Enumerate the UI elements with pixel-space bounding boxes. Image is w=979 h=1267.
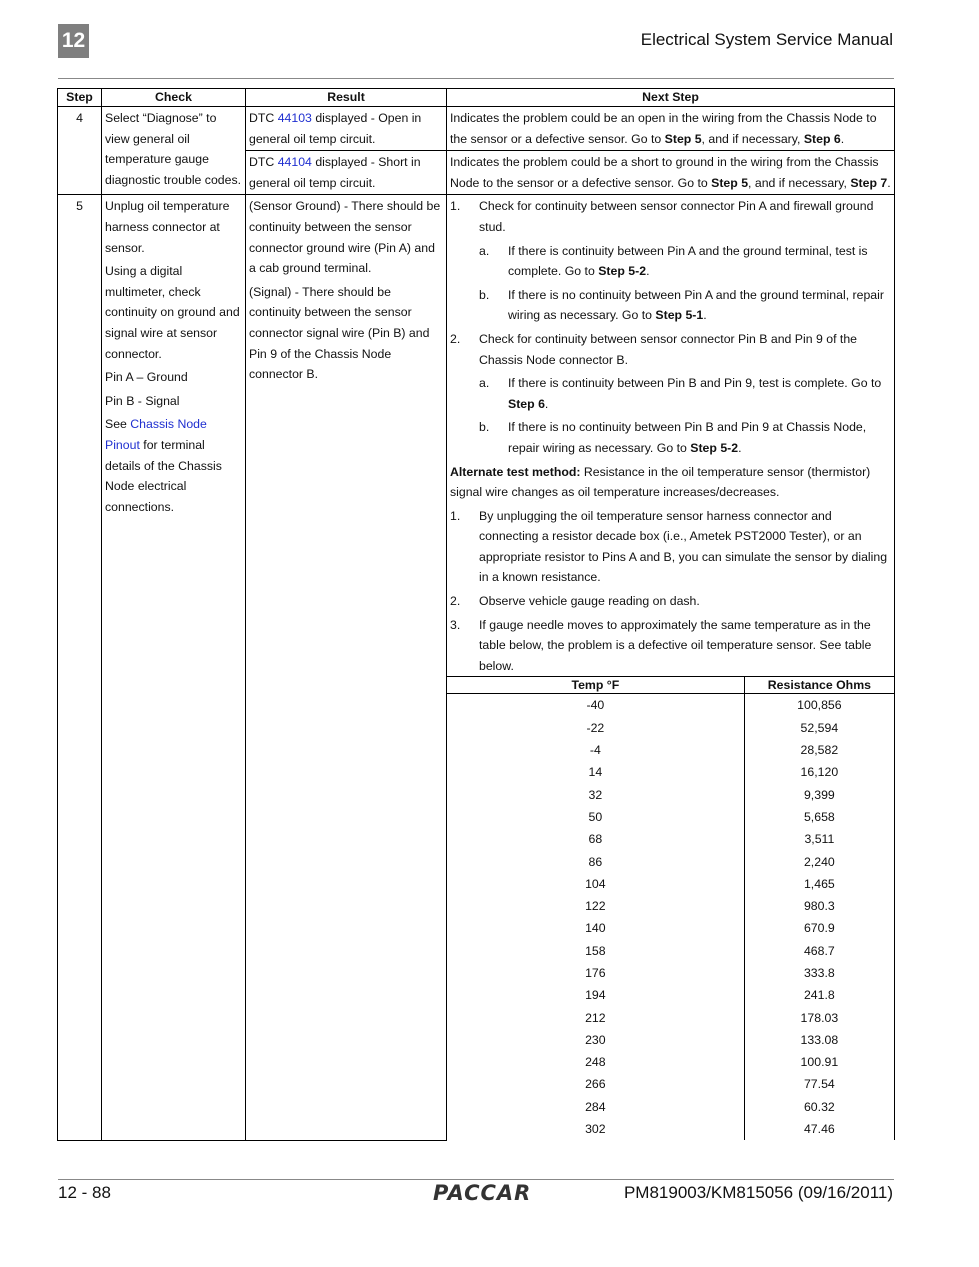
list-item bbox=[450, 329, 891, 370]
temp-cell: 158 bbox=[447, 940, 744, 962]
next-step-cell bbox=[447, 107, 895, 151]
temperature-table-cell bbox=[447, 677, 895, 1140]
temp-cell: 212 bbox=[447, 1007, 744, 1029]
temperature-resistance-table bbox=[447, 677, 894, 1140]
alternate-text: Resistance in the oil temperature sensor (thermistor) signal wire changes as oil temperature increases/decreases. bbox=[450, 464, 871, 500]
table-header-row bbox=[58, 89, 895, 107]
header-temp: Temp °F bbox=[447, 677, 744, 694]
table-row bbox=[447, 940, 894, 962]
check-text: Using a digital multimeter, check continuity on ground and signal wire at sensor connector. bbox=[105, 264, 240, 361]
resistance-cell: 3,511 bbox=[804, 832, 835, 847]
step-number: 5 bbox=[58, 195, 102, 1141]
check-text: Unplug oil temperature harness connector at sensor. bbox=[105, 199, 230, 255]
list-text: If gauge needle moves to approximately the same temperature as in the table below, the problem is a defective oil temperature sensor. See table below. bbox=[479, 617, 872, 673]
table-row bbox=[447, 761, 894, 783]
table-row bbox=[447, 784, 894, 806]
step-ref: Step 7 bbox=[850, 175, 888, 190]
resistance-cell: 60.32 bbox=[803, 1099, 835, 1114]
temp-cell: 266 bbox=[447, 1073, 744, 1095]
temp-cell: 86 bbox=[447, 851, 744, 873]
table-row bbox=[447, 1029, 894, 1051]
footer-rule bbox=[58, 1179, 894, 1180]
next-text: Indicates the problem could be an open in the wiring from the Chassis Node to the sensor or a defective sensor. Go to bbox=[450, 111, 877, 146]
resistance-cell: 47.46 bbox=[803, 1122, 835, 1137]
next-step-cell bbox=[447, 151, 895, 195]
check-cell: Select “Diagnose” to view general oil temperature gauge diagnostic trouble codes. bbox=[102, 107, 246, 195]
temp-cell: 284 bbox=[447, 1096, 744, 1118]
resistance-cell: 670.9 bbox=[803, 921, 835, 936]
temp-cell: 302 bbox=[447, 1118, 744, 1140]
dtc-link[interactable]: 44103 bbox=[277, 111, 312, 125]
table-row bbox=[58, 107, 895, 151]
table-row bbox=[447, 984, 894, 1006]
chassis-node-pinout-link[interactable]: Chassis Node Pinout bbox=[105, 417, 207, 452]
temp-cell: 122 bbox=[447, 895, 744, 917]
table-row bbox=[447, 851, 894, 873]
resistance-cell: 5,658 bbox=[803, 809, 835, 824]
list-item bbox=[479, 241, 891, 282]
list-text: If there is continuity between Pin A and the ground terminal, test is complete. Go to bbox=[508, 243, 868, 279]
list-text: If there is continuity between Pin B and Pin 9, test is complete. Go to bbox=[508, 376, 882, 391]
check-text: for terminal details of the Chassis Node electrical connections. bbox=[105, 437, 222, 514]
table-row bbox=[447, 694, 894, 717]
temp-cell: 50 bbox=[447, 806, 744, 828]
table-row bbox=[447, 962, 894, 984]
step-ref: Step 5-2 bbox=[598, 264, 647, 279]
list-number: 1. bbox=[450, 199, 461, 214]
temp-cell: 68 bbox=[447, 828, 744, 850]
list-item bbox=[450, 615, 891, 677]
header-next-step: Next Step bbox=[447, 89, 895, 107]
alternate-method bbox=[450, 462, 891, 503]
temp-cell: -4 bbox=[447, 739, 744, 761]
table-row bbox=[447, 895, 894, 917]
table-row bbox=[447, 1007, 894, 1029]
temp-cell: 140 bbox=[447, 917, 744, 939]
temp-cell: 230 bbox=[447, 1029, 744, 1051]
list-number: a. bbox=[479, 243, 490, 258]
resistance-cell: 9,399 bbox=[803, 787, 835, 802]
next-text: . bbox=[887, 175, 891, 190]
list-text: Observe vehicle gauge reading on dash. bbox=[479, 594, 700, 609]
step-ref: Step 6 bbox=[803, 131, 841, 146]
step-ref: Step 5-2 bbox=[690, 440, 739, 455]
header-resistance: Resistance Ohms bbox=[744, 677, 894, 694]
paccar-logo: PACCAR bbox=[433, 1181, 532, 1205]
table-row bbox=[447, 806, 894, 828]
table-row bbox=[447, 717, 894, 739]
table-row bbox=[447, 917, 894, 939]
list-text: . bbox=[738, 440, 742, 455]
list-item bbox=[479, 285, 891, 326]
resistance-cell: 468.7 bbox=[803, 943, 835, 958]
list-item bbox=[479, 373, 891, 414]
temp-cell: 14 bbox=[447, 761, 744, 783]
next-text: Indicates the problem could be a short to ground in the wiring from the Chassis Node to the sensor or a defective sensor. Go to bbox=[450, 155, 879, 190]
result-text: displayed - Short in general oil temp circuit. bbox=[249, 155, 421, 190]
header-rule bbox=[58, 78, 894, 79]
result-cell bbox=[246, 151, 447, 195]
step-ref: Step 5 bbox=[711, 175, 749, 190]
temp-cell: 176 bbox=[447, 962, 744, 984]
temp-cell: -22 bbox=[447, 717, 744, 739]
list-text: . bbox=[703, 308, 707, 323]
step-ref: Step 5-1 bbox=[655, 308, 704, 323]
list-text: . bbox=[544, 396, 549, 411]
page-title: Electrical System Service Manual bbox=[640, 30, 893, 49]
header-result: Result bbox=[246, 89, 447, 107]
resistance-cell: 77.54 bbox=[803, 1077, 835, 1092]
result-cell bbox=[246, 195, 447, 1141]
check-cell bbox=[102, 195, 246, 1141]
temp-cell: 32 bbox=[447, 784, 744, 806]
list-item bbox=[479, 417, 891, 458]
resistance-cell: 52,594 bbox=[800, 720, 839, 735]
table-row bbox=[447, 739, 894, 761]
header-step: Step bbox=[58, 89, 102, 107]
result-text: (Sensor Ground) - There should be continuity between the sensor connector ground wire (Pin A) and a cab ground terminal. bbox=[249, 199, 441, 276]
resistance-cell: 1,465 bbox=[803, 876, 835, 891]
resistance-cell: 178.03 bbox=[800, 1010, 839, 1025]
page-number: 12 - 88 bbox=[58, 1183, 111, 1202]
result-cell bbox=[246, 107, 447, 151]
step-number: 4 bbox=[58, 107, 102, 195]
next-text: , and if necessary, bbox=[701, 131, 804, 146]
temps-header-row bbox=[447, 677, 894, 694]
result-text: DTC bbox=[249, 155, 278, 170]
alternate-label: Alternate test method: bbox=[450, 464, 581, 479]
list-item bbox=[450, 196, 891, 237]
check-text: Pin A – Ground bbox=[105, 370, 188, 385]
table-row bbox=[447, 873, 894, 895]
resistance-cell: 28,582 bbox=[800, 743, 839, 758]
list-number: 3. bbox=[450, 617, 461, 632]
resistance-cell: 100.91 bbox=[800, 1055, 839, 1070]
list-text: Check for continuity between sensor connector Pin A and firewall ground stud. bbox=[479, 199, 874, 234]
list-number: 2. bbox=[450, 331, 461, 346]
table-row bbox=[58, 195, 895, 677]
resistance-cell: 16,120 bbox=[800, 765, 839, 780]
result-text: DTC bbox=[249, 111, 278, 125]
resistance-cell: 2,240 bbox=[803, 854, 835, 869]
resistance-cell: 133.08 bbox=[800, 1032, 839, 1047]
result-text: displayed - Open in general oil temp circuit. bbox=[249, 111, 422, 146]
resistance-cell: 241.8 bbox=[803, 988, 835, 1003]
document-number: PM819003/KM815056 (09/16/2011) bbox=[623, 1183, 893, 1202]
list-item bbox=[450, 506, 891, 588]
temp-cell: 104 bbox=[447, 873, 744, 895]
list-number: a. bbox=[479, 376, 490, 391]
list-text: By unplugging the oil temperature sensor harness connector and connecting a resistor decade box (i.e., Ametek PST2000 Tester), or an appropriate resistor to Pins A and B, you can simulate the sensor by dialing in a known resistance. bbox=[479, 508, 888, 585]
step-ref: Step 6 bbox=[508, 396, 545, 411]
table-row bbox=[447, 1118, 894, 1140]
list-number: 1. bbox=[450, 508, 461, 523]
chapter-badge: 12 bbox=[58, 24, 89, 58]
table-row bbox=[447, 1096, 894, 1118]
list-item bbox=[450, 591, 891, 612]
list-text: If there is no continuity between Pin A and the ground terminal, repair wiring as necessary. Go to bbox=[508, 287, 884, 323]
resistance-cell: 980.3 bbox=[803, 899, 835, 914]
temp-cell: -40 bbox=[447, 694, 744, 717]
list-text: Check for continuity between sensor connector Pin B and Pin 9 of the Chassis Node connector B. bbox=[479, 331, 858, 367]
check-text: See bbox=[105, 417, 131, 432]
diagnostic-table bbox=[57, 88, 895, 1141]
table-row bbox=[447, 828, 894, 850]
step-ref: Step 5 bbox=[664, 131, 702, 146]
next-text: , and if necessary, bbox=[748, 175, 851, 190]
next-step-cell bbox=[447, 195, 895, 677]
table-row bbox=[447, 1051, 894, 1073]
list-text: . bbox=[646, 264, 650, 279]
resistance-cell: 333.8 bbox=[803, 966, 835, 980]
temp-cell: 248 bbox=[447, 1051, 744, 1073]
header-check: Check bbox=[102, 89, 246, 107]
list-text: If there is no continuity between Pin B and Pin 9 at Chassis Node, repair wiring as necessary. Go to bbox=[508, 420, 867, 455]
next-text: . bbox=[840, 131, 845, 146]
table-row bbox=[447, 1073, 894, 1095]
dtc-link[interactable]: 44104 bbox=[277, 155, 312, 170]
list-number: 2. bbox=[450, 594, 461, 609]
list-number: b. bbox=[479, 420, 490, 435]
resistance-cell: 100,856 bbox=[797, 698, 842, 713]
result-text: (Signal) - There should be continuity between the sensor connector signal wire (Pin B) and Pin 9 of the Chassis Node connector B. bbox=[249, 284, 430, 382]
check-text: Pin B - Signal bbox=[105, 393, 180, 408]
check-text bbox=[105, 414, 242, 517]
list-number: b. bbox=[479, 287, 490, 302]
temp-cell: 194 bbox=[447, 984, 744, 1006]
